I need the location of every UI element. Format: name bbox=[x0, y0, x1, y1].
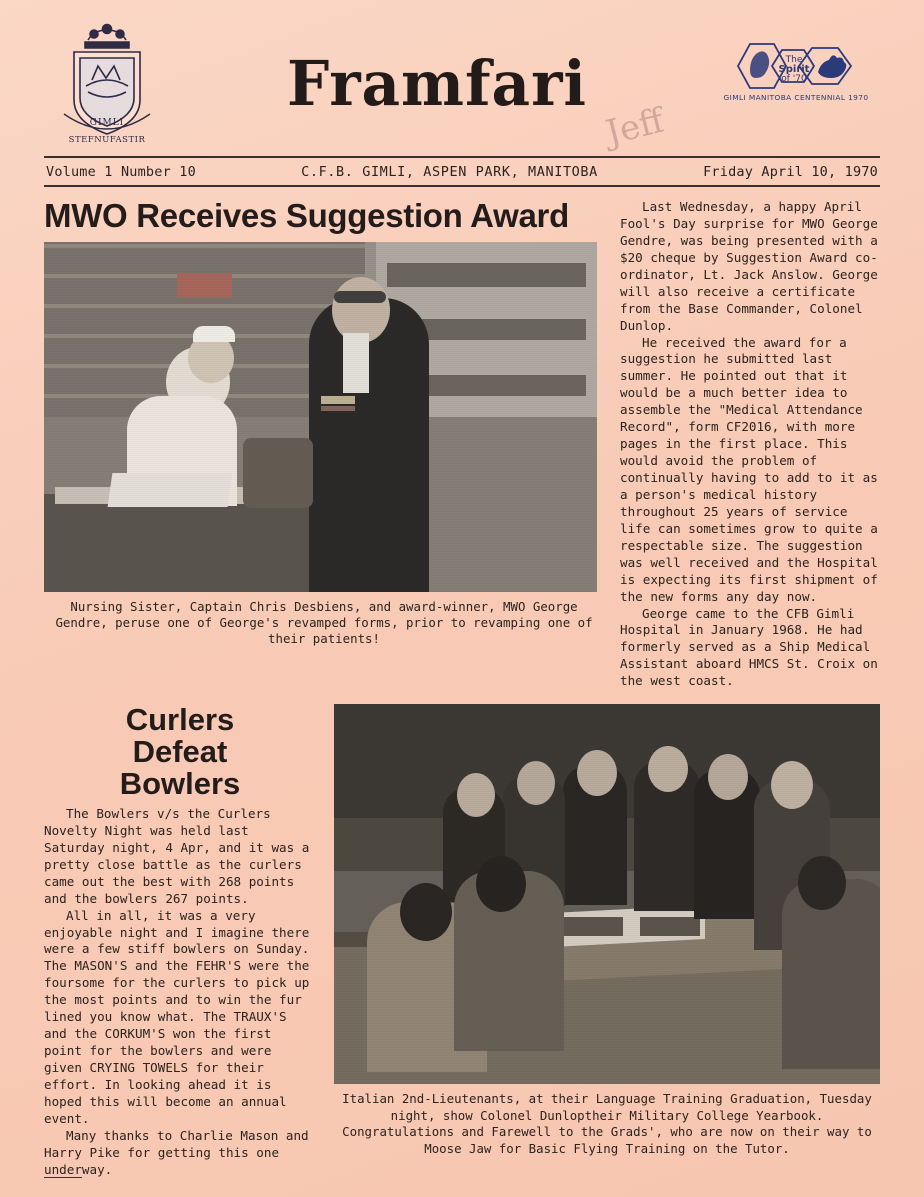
story2-body bbox=[44, 806, 316, 1179]
photo1-caption: Nursing Sister, Captain Chris Desbiens, and award-winner, MWO George Gendre, peruse one of George's revamped forms, prior to revamping one of their patients! bbox=[55, 598, 593, 647]
gimli-crest-icon bbox=[52, 22, 162, 146]
title-block bbox=[162, 47, 712, 154]
story2-headline-line-1: Curlers bbox=[125, 702, 235, 738]
story-curlers-defeat-bowlers bbox=[44, 704, 880, 1178]
story2-headline-line-3: Bowlers bbox=[119, 766, 241, 802]
story1-para-1: Last Wednesday, a happy April Fool's Day surprise for MWO George Gendre, was being presented with a $20 cheque by Suggestion Award co-ordinator, Lt. Jack Anslow. George will also receive a certificate from the Base Commander, Colonel Dunlop. bbox=[620, 199, 878, 333]
story2-left-column bbox=[44, 704, 316, 1178]
svg-text:GIMLI MANITOBA CENTENNIAL 1970: GIMLI MANITOBA CENTENNIAL 1970 bbox=[723, 93, 869, 102]
story1-right-column bbox=[620, 197, 880, 690]
story2-headline-line-2: Defeat bbox=[132, 734, 228, 770]
handwritten-scribble: Jeff bbox=[602, 100, 668, 154]
svg-text:Spirit: Spirit bbox=[778, 64, 810, 75]
story1-para-2: He received the award for a suggestion he submitted last summer. He pointed out that it would be a much better idea to assemble the "Medical Attendance Record", form CF2016, with more pages in the first place. This would avoid the problem of continually having to add to it as a person's medical history throughout 25 years of service life can sometimes grow to quite a respectable size. The suggestion was well received and the Hospital is expecting its first shipment of the new forms any day now. bbox=[620, 334, 878, 604]
story2-para-2: All in all, it was a very enjoyable night and I imagine there were a few stiff bowlers on Sunday. The MASON'S and the FEHR'S were the foursome for the curlers to pick up the most points and to win the fur lined you know what. The TRAUX'S and the CORKUM'S won the first point for the bowlers and were given CRYING TOWELS for their effort. In looking ahead it is hoped this will become an annual event. bbox=[44, 907, 310, 1126]
photo2-caption: Italian 2nd-Lieutenants, at their Language Training Graduation, Tuesday night, show Colonel Dunloptheir Military College Yearbook. Congratulations and Farewell to the Grads', who are now on their way to Moose Jaw for Basic Flying Training on the Tutor. bbox=[342, 1091, 872, 1156]
page-content bbox=[0, 197, 924, 1179]
svg-text:STEFNUFASTIR: STEFNUFASTIR bbox=[68, 135, 146, 145]
story-suggestion-award bbox=[44, 197, 880, 690]
folio-bar bbox=[0, 158, 924, 185]
centennial-logo-icon bbox=[712, 36, 880, 132]
underlined-word: under bbox=[44, 1161, 82, 1177]
folio-volume: Volume 1 Number 10 bbox=[46, 164, 196, 180]
story1-para-3: George came to the CFB Gimli Hospital in January 1968. He had formerly served as a Ship Medical Assistant aboard HMCS St. Croix on the west coast. bbox=[620, 605, 878, 689]
svg-text:of '70: of '70 bbox=[781, 74, 807, 84]
story2-para-3: Many thanks to Charlie Mason and Harry Pike for getting this one underway. bbox=[44, 1127, 309, 1177]
photo-award-presentation bbox=[44, 242, 597, 592]
photo-language-graduation bbox=[334, 704, 880, 1084]
svg-text:GIMLI: GIMLI bbox=[89, 118, 125, 128]
story1-headline: MWO Receives Suggestion Award bbox=[44, 197, 569, 234]
masthead-rule-bottom bbox=[44, 185, 880, 187]
story2-right-column bbox=[334, 704, 880, 1178]
story2-headline bbox=[44, 704, 316, 800]
story1-left-column bbox=[44, 197, 604, 690]
story2-para-1: The Bowlers v/s the Curlers Novelty Night was held last Saturday night, 4 Apr, and it was a pretty close battle as the curlers came out the best with 268 points and the bowlers 267 points. bbox=[44, 805, 310, 906]
svg-text:The: The bbox=[785, 55, 803, 65]
folio-location: C.F.B. GIMLI, ASPEN PARK, MANITOBA bbox=[301, 164, 598, 180]
story1-body bbox=[620, 197, 880, 690]
folio-date: Friday April 10, 1970 bbox=[703, 164, 878, 180]
paper-title: Framfari bbox=[287, 47, 587, 120]
masthead bbox=[0, 0, 924, 154]
